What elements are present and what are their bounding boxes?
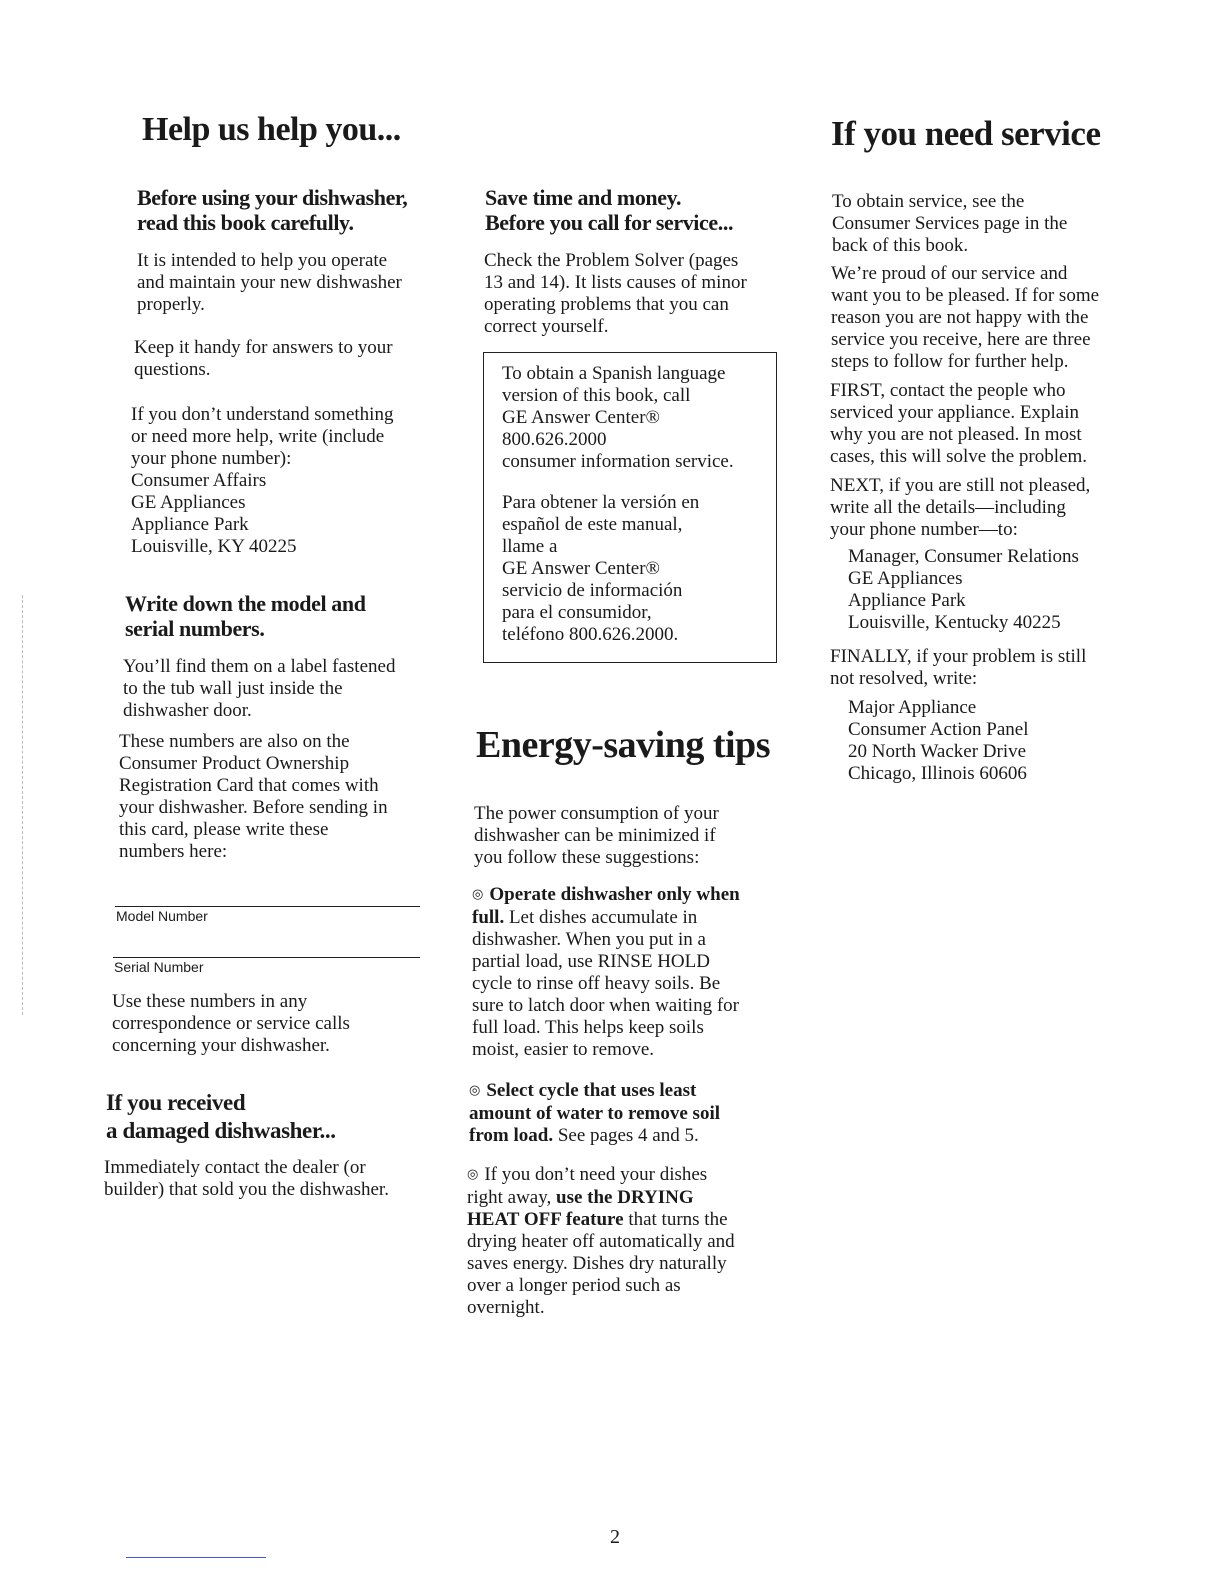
scan-artifact (22, 595, 23, 1015)
first-step-paragraph: FIRST, contact the people who serviced your appliance. Explain why you are not pleased. In most cases, this will solve the problem. (830, 380, 1087, 467)
next-step-paragraph: NEXT, if you are still not pleased, write all the details—including your phone number—to: Manager, Consumer Relations GE Appliances Appliance Park Louisville, Kentucky 40225 (830, 475, 1150, 634)
consumer-relations-address: Manager, Consumer Relations GE Appliances Appliance Park Louisville, Kentucky 40225 (848, 546, 1079, 633)
bullet-icon: ◎ (472, 886, 484, 901)
keep-handy-paragraph: Keep it handy for answers to your questions. (134, 337, 393, 380)
energy-intro-paragraph: The power consumption of your dishwasher can be minimized if you follow these suggestions: (474, 803, 719, 868)
help-us-title: Help us help you... (142, 111, 401, 148)
serial-number-line[interactable] (113, 957, 420, 958)
tip-select-cycle: ◎ Select cycle that uses least amount of water to remove soil from load. See pages 4 and 5. (469, 1080, 720, 1146)
serial-number-label: Serial Number (114, 959, 204, 975)
address-line: GE Appliances (131, 492, 246, 513)
intro-paragraph: It is intended to help you operate and maintain your new dishwasher properly. (137, 250, 402, 315)
damaged-heading: If you received a damaged dishwasher... (106, 1090, 336, 1143)
address-line: Louisville, KY 40225 (131, 536, 297, 557)
tip-operate-full: ◎ Operate dishwasher only when full. Let dishes accumulate in dishwasher. When you put in a partial load, use RINSE HOLD cycle to rinse off heavy soils. Be sure to latch door when waiting for full load. This helps keep soils moist, easier to remove. (472, 884, 740, 1060)
obtain-service-paragraph: To obtain service, see the Consumer Services page in the back of this book. (832, 191, 1068, 256)
before-using-heading: Before using your dishwasher, read this book carefully. (137, 185, 408, 235)
energy-saving-title: Energy-saving tips (476, 724, 770, 766)
page-number: 2 (610, 1526, 620, 1548)
spanish-version-box (483, 352, 777, 663)
tip-drying-heat-off: ◎ If you don’t need your dishes right away, use the DRYING HEAT OFF feature that turns the drying heater off automatically and saves energy. Dishes dry naturally over a longer period such as overnight. (467, 1164, 735, 1318)
model-number-line[interactable] (115, 906, 420, 907)
proud-paragraph: We’re proud of our service and want you to be pleased. If for some reason you are not happy with the service you receive, here are three steps to follow for further help. (831, 263, 1100, 372)
bullet-icon: ◎ (469, 1082, 481, 1097)
damaged-paragraph: Immediately contact the dealer (or builder) that sold you the dishwasher. (104, 1157, 389, 1200)
help-paragraph: If you don’t understand something or need more help, write (include your phone number): Consumer Affairs GE Appliances Appliance Park Louisville, KY 40225 (131, 404, 451, 558)
problem-solver-paragraph: Check the Problem Solver (pages 13 and 14). It lists causes of minor operating problems that you can correct yourself. (484, 250, 747, 337)
write-down-heading: Write down the model and serial numbers. (125, 591, 366, 641)
spanish-box-english-text: To obtain a Spanish language version of this book, call GE Answer Center® 800.626.2000 consumer information service. (502, 363, 734, 472)
find-label-paragraph: You’ll find them on a label fastened to the tub wall just inside the dishwasher door. (123, 656, 396, 721)
address-line: Appliance Park (131, 514, 249, 535)
finally-step-paragraph: FINALLY, if your problem is still not resolved, write: Major Appliance Consumer Action Panel 20 North Wacker Drive Chicago, Illinois 60606 (830, 646, 1150, 785)
need-service-title: If you need service (831, 114, 1101, 153)
model-number-label: Model Number (116, 908, 208, 924)
bullet-icon: ◎ (467, 1166, 479, 1181)
consumer-action-panel-address: Major Appliance Consumer Action Panel 20 North Wacker Drive Chicago, Illinois 60606 (848, 697, 1029, 784)
use-numbers-paragraph: Use these numbers in any correspondence or service calls concerning your dishwasher. (112, 991, 350, 1056)
address-line: Consumer Affairs (131, 470, 267, 491)
numbers-also-paragraph: These numbers are also on the Consumer Product Ownership Registration Card that comes with your dishwasher. Before sending in this card, please write these numbers here: (119, 731, 388, 862)
spanish-box-spanish-text: Para obtener la versión en español de este manual, llame a GE Answer Center® servicio de información para el consumidor, teléfono 800.626.2000. (502, 492, 700, 645)
footer-rule (126, 1557, 266, 1558)
save-time-heading: Save time and money. Before you call for service... (485, 185, 734, 235)
